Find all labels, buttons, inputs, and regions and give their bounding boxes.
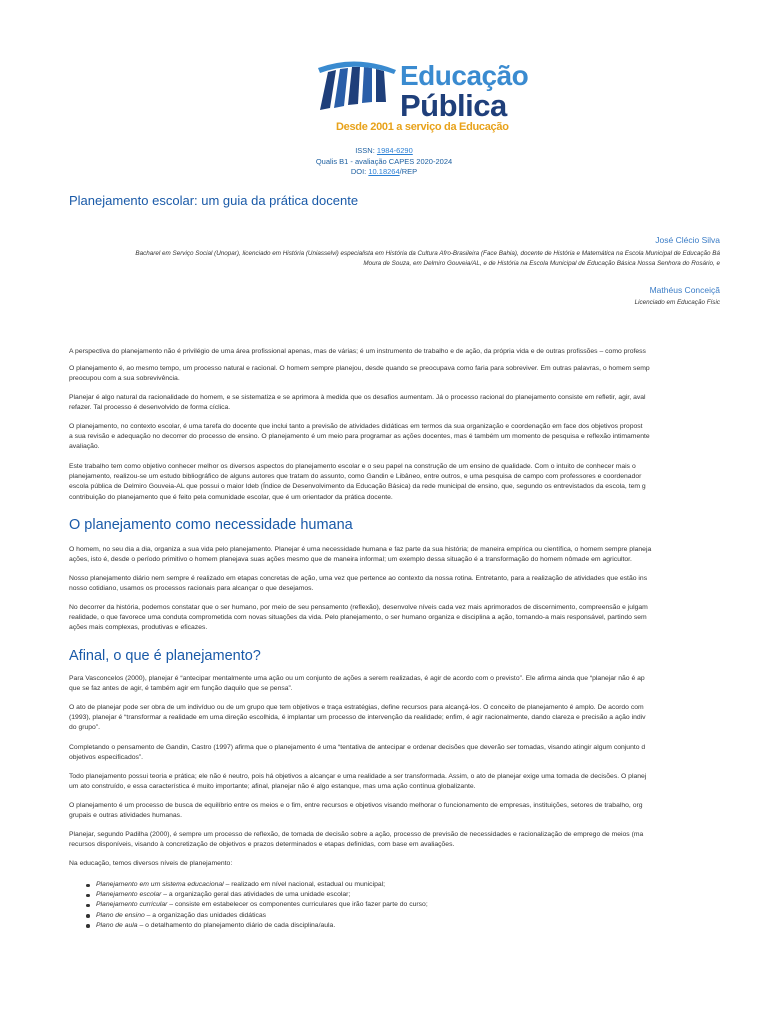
text-line: um ato construído, e essa característica é muito importante; afinal, planejar não é algo estanque, mas uma ação contínua globalizante. (69, 783, 476, 791)
section-paragraph (69, 703, 724, 734)
text-line: grupais e outras atividades humanas. (69, 812, 182, 820)
list-item-desc: – consiste em estabelecer os componentes curriculares que irão fazer parte do curso; (167, 901, 428, 909)
text-line: que se faz antes de agir, é também agir em função daquilo que se pensa”. (69, 685, 293, 693)
text-line: a sua revisão e adequação no decorrer do processo de ensino. O planejamento é um meio para programar as ações docentes, mas é também um momento de pesquisa e reflexão intimamente (69, 433, 650, 441)
list-item-term: Plano de aula (96, 921, 138, 929)
section-paragraph (69, 545, 724, 565)
text-line: ações mais complexas, produtivas e eficazes. (69, 624, 208, 632)
section-paragraph (69, 801, 724, 821)
doi-line (0, 167, 768, 178)
text-line: O homem, no seu dia a dia, organiza a sua vida pelo planejamento. Planejar é uma necessidade humana e faz parte da sua história; de maneira empírica ou científica, o homem sempre planeja (69, 546, 652, 553)
text-line: O planejamento é um processo de busca de equilíbrio entre os meios e o fim, entre recursos e objetivos visando melhorar o funcionamento de empresas, instituições, setores de trabalho, org (69, 802, 643, 809)
text-line: escola pública de Delmiro Gouveia-AL que possui o maior Ideb (Índice de Desenvolvimento da Educação Básica) da rede municipal de ensino, que, segundo os entrevistados da escola, tem g (69, 483, 646, 491)
text-line: contribuição do planejamento que é feito pela comunidade escolar, que é um orientador da prática docente. (69, 493, 393, 501)
list-item-desc: – a organização geral das atividades de uma unidade escolar; (161, 891, 351, 899)
section-paragraph (69, 603, 724, 634)
section-paragraph (69, 574, 724, 594)
author-bio-2-line: Licenciado em Educação Físic (634, 299, 720, 306)
section-heading: O planejamento como necessidade humana (69, 517, 353, 533)
doi-label: DOI: (350, 167, 369, 176)
list-item-term: Plano de ensino (96, 911, 145, 919)
list-item (86, 900, 726, 910)
section-paragraph (69, 743, 724, 763)
section-paragraph (69, 674, 724, 694)
text-line: A perspectiva do planejamento não é privilégio de uma área profissional apenas, mas de várias; é um instrumento de trabalho e de ação, da própria vida e de outras profissões – como profess (69, 348, 646, 355)
site-logo[interactable] (316, 58, 529, 138)
author-bio-1-line: Bacharel em Serviço Social (Unopar), licenciado em História (Uniasselvi) especialista em História da Cultura Afro-Brasileira (Face Bahia), docente de História e Matemática na Escola Municipal de Educação Bá (135, 250, 720, 257)
text-line: Para Vasconcelos (2000), planejar é “antecipar mentalmente uma ação ou um conjunto de ações a serem realizadas, é agir de acordo com o previsto”. Ele afirma ainda que “planejar não é ap (69, 675, 645, 682)
issn-link[interactable]: 1984-6290 (376, 146, 413, 155)
issn-block (0, 146, 768, 178)
intro-paragraph (69, 364, 724, 384)
intro-paragraph (69, 347, 724, 357)
list-item-desc: – realizado em nível nacional, estadual ou municipal; (223, 881, 386, 888)
text-line: objetivos especificados”. (69, 754, 144, 762)
qualis-line: Qualis B1 - avaliação CAPES 2020-2024 (315, 156, 453, 166)
planning-levels-list (86, 880, 726, 931)
intro-paragraph (69, 462, 724, 503)
list-item (86, 890, 726, 900)
section-heading: Afinal, o que é planejamento? (69, 648, 261, 664)
bullet-icon (86, 884, 90, 888)
list-item-term: Planejamento em um sistema educacional (96, 881, 224, 888)
article-title: Planejamento escolar: um guia da prática docente (69, 193, 359, 208)
bullet-icon (86, 924, 90, 928)
doi-suffix: /REP (399, 167, 418, 176)
bullet-icon (86, 894, 90, 898)
list-item-term: Planejamento escolar (96, 891, 162, 899)
text-line: avaliação. (69, 443, 100, 451)
author-name-2[interactable]: Mathéus Conceiçã (649, 285, 720, 295)
list-item (86, 880, 726, 890)
list-item (86, 921, 726, 931)
text-line: refazer. Tal processo é desenvolvido de forma cíclica. (69, 404, 231, 412)
text-line: Planejar, segundo Padilha (2000), é sempre um processo de reflexão, de tomada de decisão sobre a ação, processo de previsão de necessidades e racionalização de emprego de meios (ma (69, 831, 644, 838)
logo-columns-icon (316, 58, 402, 118)
intro-paragraph (69, 422, 724, 453)
text-line: No decorrer da história, podemos constatar que o ser humano, por meio de seu pensamento (reflexão), desenvolve níveis cada vez mais aprimorados de discernimento, compreensão e julgam (69, 604, 648, 611)
text-line: planejamento, realizou-se um estudo bibliográfico de alguns autores que tratam do assunto, como Gandin e Libâneo, entre outros, e uma pesquisa de campo com professores e coordenador (69, 473, 642, 481)
doi-link[interactable]: 10.18264 (368, 167, 400, 176)
text-line: Todo planejamento possui teoria e prática; ele não é neutro, pois há objetivos a alcançar e uma realidade a ser transformada. Assim, o ato de planejar exige uma tomada de decisões. O planej (69, 773, 647, 780)
text-line: recursos disponíveis, visando à concretização de objetivos e prazos determinados e etapas definidas, com base em avaliações. (69, 841, 455, 849)
bullet-icon (86, 904, 90, 908)
text-line: nosso cotidiano, usamos os processos racionais para alcançar o que desejamos. (69, 585, 314, 593)
text-line: O planejamento é, ao mesmo tempo, um processo natural e racional. O homem sempre planejou, desde quando se preocupava como faria para sobreviver. Em outras palavras, o homem semp (69, 365, 650, 372)
logo-tagline: Desde 2001 a serviço da Educação (336, 121, 509, 133)
text-line: Este trabalho tem como objetivo conhecer melhor os diversos aspectos do planejamento escolar e o seu papel na construção de um ensino de qualidade. Com o intuito de conhecer mais o (69, 463, 636, 470)
issn-label: ISSN: (355, 146, 377, 155)
author-name-1[interactable]: José Clécio Silva (655, 235, 720, 245)
logo-line1: Educação (400, 60, 529, 91)
issn-line (0, 146, 768, 157)
text-line: (1993), planejar é “transformar a realidade em uma direção escolhida, é implantar um processo de intervenção da realidade; enfim, é agir racionalmente, dando clareza e precisão a ação indiv (69, 714, 646, 722)
text-line: do grupo”. (69, 724, 100, 732)
text-line: Na educação, temos diversos níveis de planejamento: (69, 860, 233, 867)
text-line: Planejar é algo natural da racionalidade do homem, e se sistematiza e se aprimora à medida que os desafios aumentam. Já o processo racional do planejamento consiste em refletir, agir, aval (69, 394, 646, 401)
section-paragraph (69, 830, 724, 850)
text-line: realidade, o que favorece uma conduta comprometida com novas situações da vida. Pelo planejamento, o ser humano organiza e disciplina a ação, tornando-a mais responsável, partindo sem (69, 614, 647, 622)
author-bio-1-line: Moura de Souza, em Delmiro Gouveia/AL, e de História na Escola Municipal de Educação Básica Nossa Senhora do Rosário, e (363, 259, 720, 267)
text-line: preocupou com a sua sobrevivência. (69, 375, 180, 383)
text-line: ações, isto é, desde o período primitivo o homem planejava suas ações mesmo que de maneira informal; um exemplo dessa situação é a transformação do homem nômade em agricultor. (69, 556, 632, 564)
list-item (86, 911, 726, 921)
list-item-term: Planejamento curricular (96, 901, 168, 909)
section-paragraph (69, 772, 724, 792)
list-item-desc: – o detalhamento do planejamento diário de cada disciplina/aula. (137, 921, 336, 929)
bullet-icon (86, 914, 90, 918)
text-line: O planejamento, no contexto escolar, é uma tarefa do docente que inclui tanto a previsão de atividades didáticas em termos da sua organização e coordenação em face dos objetivos propost (69, 423, 643, 430)
text-line: Completando o pensamento de Gandin, Castro (1997) afirma que o planejamento é uma “tentativa de antecipar e ordenar decisões que deverão ser tomadas, visando atingir algum conjunto d (69, 744, 646, 751)
text-line: Nosso planejamento diário nem sempre é realizado em etapas concretas de ação, uma vez que pertence ao contexto da nossa rotina. Entretanto, para a realização de atividades que estão ins (69, 575, 648, 582)
author-bio-2 (69, 298, 720, 308)
author-bio-1 (69, 249, 720, 268)
text-line: O ato de planejar pode ser obra de um indivíduo ou de um grupo que tem objetivos e traça estratégias, define recursos para alcançá-los. O conceito de planejamento é amplo. De acordo com (69, 704, 644, 711)
section-paragraph (69, 859, 724, 869)
logo-line2: Pública (400, 88, 507, 123)
list-item-desc: – a organização das unidades didáticas (144, 911, 267, 919)
intro-paragraph (69, 393, 724, 413)
